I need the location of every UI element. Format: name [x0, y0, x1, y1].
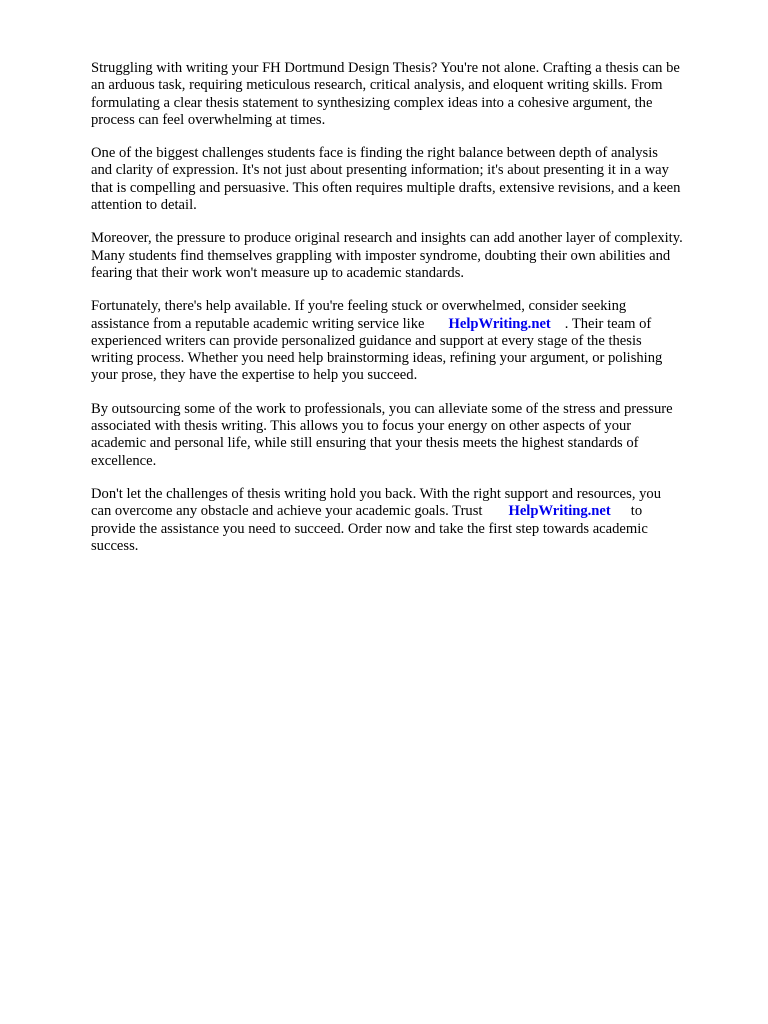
- text-line: and clarity of expression. It's not just about presenting information; it's about presenting it in a way: [91, 162, 669, 179]
- text-line: your prose, they have the expertise to help you succeed.: [91, 367, 418, 384]
- text-line: Many students find themselves grappling with imposter syndrome, doubting their own abilities and: [91, 247, 671, 264]
- text-line: One of the biggest challenges students face is finding the right balance between depth of analysis: [91, 145, 658, 162]
- text-segment: can overcome any obstacle and achieve your academic goals. Trust: [91, 503, 483, 520]
- text-line: fearing that their work won't measure up to academic standards.: [91, 264, 465, 281]
- text-line-with-link: [91, 503, 726, 520]
- text-line: excellence.: [91, 452, 157, 469]
- text-segment: to: [630, 503, 643, 520]
- text-line: Don't let the challenges of thesis writing hold you back. With the right support and resources, you: [91, 485, 662, 502]
- text-line: process can feel overwhelming at times.: [91, 111, 326, 128]
- text-segment: assistance from a reputable academic writing service like: [91, 315, 425, 332]
- text-line: associated with thesis writing. This allows you to focus your energy on other aspects of your: [91, 418, 632, 435]
- paragraph-challenges: [91, 145, 726, 214]
- text-line: academic and personal life, while still ensuring that your thesis meets the highest standards of: [91, 435, 639, 452]
- text-line: writing process. Whether you need help brainstorming ideas, refining your argument, or polishing: [91, 350, 663, 367]
- text-line: Struggling with writing your FH Dortmund Design Thesis? You're not alone. Crafting a thesis can be: [91, 60, 680, 76]
- document-page: [91, 60, 726, 571]
- text-line-with-link: [91, 316, 726, 333]
- text-line: Moreover, the pressure to produce original research and insights can add another layer of complexity.: [91, 230, 683, 247]
- text-line: provide the assistance you need to succeed. Order now and take the first step towards academic: [91, 520, 648, 537]
- helpwriting-link[interactable]: HelpWriting.net: [508, 503, 611, 520]
- helpwriting-link[interactable]: HelpWriting.net: [448, 315, 551, 332]
- text-line: success.: [91, 537, 139, 554]
- text-line: attention to detail.: [91, 197, 197, 214]
- paragraph-outsourcing: [91, 401, 726, 470]
- text-line: that is compelling and persuasive. This often requires multiple drafts, extensive revisions, and a keen: [91, 179, 681, 196]
- text-line: experienced writers can provide personalized guidance and support at every stage of the thesis: [91, 332, 642, 349]
- text-line: an arduous task, requiring meticulous research, critical analysis, and eloquent writing skills. From: [91, 77, 663, 94]
- paragraph-intro: [91, 60, 726, 129]
- text-segment: . Their team of: [564, 315, 652, 332]
- text-line: Fortunately, there's help available. If you're feeling stuck or overwhelmed, consider seeking: [91, 298, 627, 315]
- paragraph-help: [91, 298, 726, 384]
- text-line: formulating a clear thesis statement to synthesizing complex ideas into a cohesive argument, the: [91, 94, 653, 111]
- paragraph-pressure: [91, 230, 726, 282]
- text-line: By outsourcing some of the work to professionals, you can alleviate some of the stress and pressure: [91, 400, 673, 417]
- paragraph-closing: [91, 486, 726, 555]
